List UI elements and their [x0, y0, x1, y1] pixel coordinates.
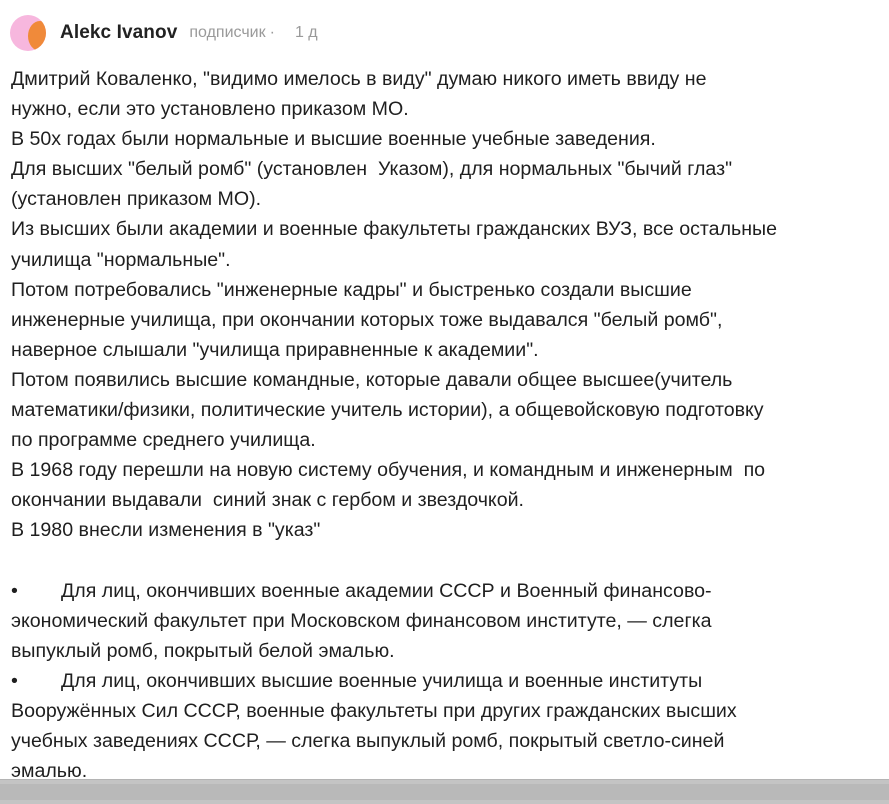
bullet-line: экономический факультет при Московском финансовом институте, — слегка [11, 609, 712, 632]
comment-line: училища "нормальные". [11, 248, 231, 271]
scrollbar-thumb[interactable] [0, 784, 889, 800]
bullet-item [11, 576, 887, 606]
bullet-line: Для лиц, окончивших военные академии СССР и Военный финансово- [61, 579, 712, 602]
meta-separator: · [269, 24, 275, 41]
comment-line: Дмитрий Коваленко, "видимо имелось в виду" думаю никого иметь ввиду не [11, 68, 707, 90]
comment-line: окончании выдавали синий знак с гербом и звездочкой. [11, 489, 525, 512]
comment-line: наверное слышали "училища приравненные к академии". [11, 338, 539, 361]
comment-line: Потом потребовались "инженерные кадры" и быстренько создали высшие [11, 278, 692, 301]
comment-header [10, 14, 318, 52]
avatar[interactable] [10, 15, 46, 51]
bullet-line: Для лиц, окончивших высшие военные училища и военные институты [61, 669, 703, 692]
comment-line: инженерные училища, при окончании которых тоже выдавался "белый ромб", [11, 308, 723, 331]
bullet-line: выпуклый ромб, покрытый белой эмалью. [11, 639, 395, 662]
comment-line: по программе среднего училища. [11, 429, 316, 452]
comment-line: нужно, если это установлено приказом МО. [11, 98, 409, 121]
comment-line: Потом появились высшие командные, которые давали общее высшее(учитель [11, 368, 733, 391]
bullet-item [11, 666, 887, 696]
bullet-line: Вооружённых Сил СССР, военные факультеты при других гражданских высших [11, 699, 737, 722]
comment-line: Из высших были академии и военные факультеты гражданских ВУЗ, все остальные [11, 218, 778, 241]
author-role: подписчик [189, 24, 266, 41]
bullet-mark: • [11, 579, 18, 602]
comment-line: В 1980 внесли изменения в "указ" [11, 519, 321, 542]
author-name[interactable]: Alekc Ivanov [60, 22, 178, 43]
bullet-line: учебных заведениях СССР, — слегка выпуклый ромб, покрытый светло-синей [11, 730, 725, 753]
comment-line: В 1968 году перешли на новую систему обучения, и командным и инженерным по [11, 459, 766, 482]
comment-body [11, 64, 887, 779]
bullet-line: эмалью. [11, 760, 88, 779]
comment-line: математики/физики, политические учитель истории), а общевойсковую подготовку [11, 399, 764, 422]
comment-line: (установлен приказом МО). [11, 188, 262, 211]
horizontal-scrollbar[interactable] [0, 779, 889, 804]
bullet-mark: • [11, 669, 18, 692]
paragraph-spacer [11, 546, 887, 576]
comment-line: Для высших "белый ромб" (установлен Указом), для нормальных "бычий глаз" [11, 158, 733, 181]
comment-line: В 50х годах были нормальные и высшие военные учебные заведения. [11, 128, 656, 151]
comment-time[interactable]: 1 д [294, 24, 318, 41]
